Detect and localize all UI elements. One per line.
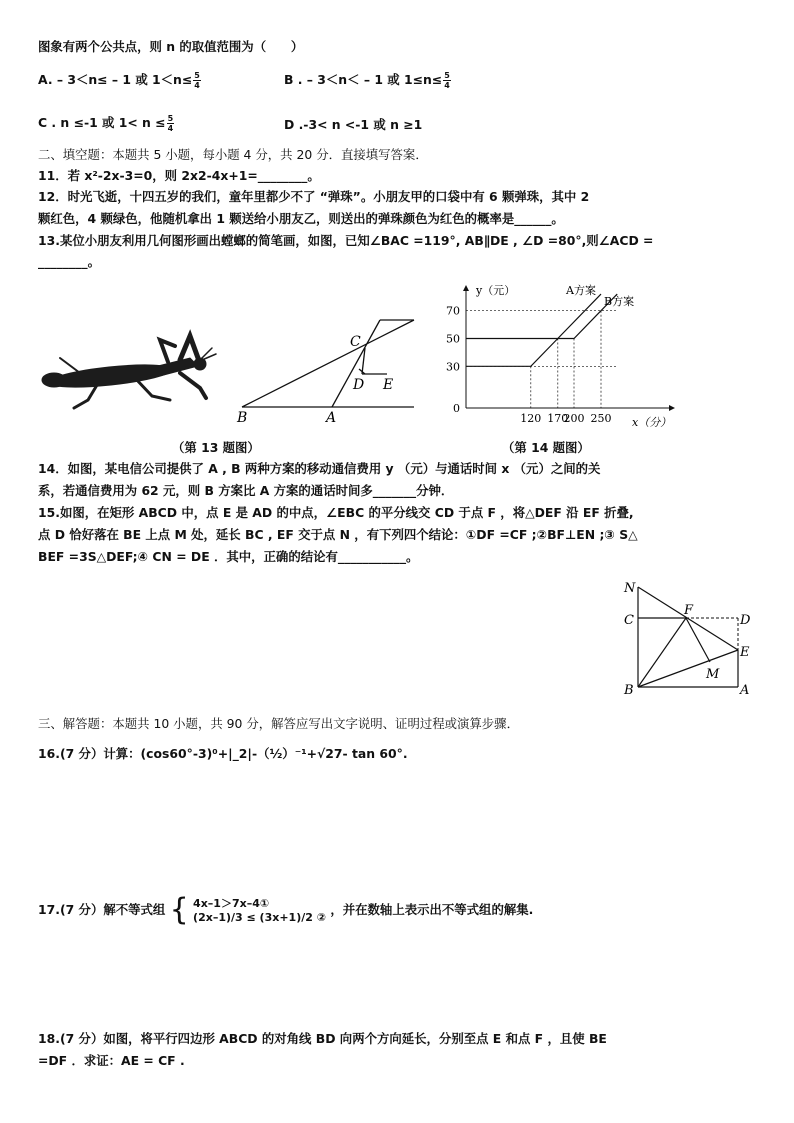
label-n: N bbox=[624, 581, 636, 596]
question-15-line-2: 点 D 恰好落在 BE 上点 M 处，延长 BC , EF 交于点 N ，有下列四个结论：①DF =CF ;②BF⊥EN ;③ S△ bbox=[38, 527, 638, 542]
x-tick-120: 120 bbox=[520, 412, 542, 425]
question-11: 11．若 x²-2x-3=0，则 2x2-4x+1=________。 bbox=[38, 168, 320, 183]
label-d: D bbox=[740, 613, 751, 628]
q10-option-a bbox=[38, 70, 201, 90]
fraction-denominator: 4 bbox=[167, 124, 174, 133]
label-f: F bbox=[684, 603, 694, 618]
label-a: A bbox=[740, 683, 750, 698]
q10-option-b bbox=[284, 70, 451, 90]
y-tick-50: 50 bbox=[446, 332, 460, 346]
figure-14-chart bbox=[436, 278, 686, 433]
figure-13-caption: （第 13 题图） bbox=[172, 440, 260, 455]
series-lines bbox=[466, 294, 617, 366]
option-c-text: C . n ≤-1 或 1< n ≤ bbox=[38, 115, 166, 130]
inequality-system bbox=[193, 897, 326, 925]
question-13-line-1: 13.某位小朋友利用几何图形画出螳螂的简笔画，如图，已知∠BAC =119°, AB∥DE , ∠D =80°,则∠ACD = bbox=[38, 233, 654, 248]
guide-lines bbox=[466, 311, 617, 408]
label-e: E bbox=[383, 377, 394, 393]
inequality-1: 4x–1＞7x–4① bbox=[193, 896, 270, 910]
series-b-label: B方案 bbox=[604, 295, 635, 308]
figure-14-caption: （第 14 题图） bbox=[502, 440, 590, 455]
label-m: M bbox=[706, 667, 720, 682]
question-14-line-2: 系，若通信费用为 62 元，则 B 方案比 A 方案的通话时间多_______分钟． bbox=[38, 483, 454, 498]
question-16: 16.(7 分）计算：(cos60°-3)⁰+|_2|-（½）⁻¹+√27- tan 60°. bbox=[38, 746, 408, 761]
y-tick-30: 30 bbox=[446, 360, 460, 374]
inequality-2: (2x–1)/3 ≤ (3x+1)/2 ② bbox=[193, 910, 327, 924]
y-tick-0: 0 bbox=[453, 402, 460, 415]
option-b-text: B . – 3＜n＜ – 1 或 1≤n≤ bbox=[284, 72, 443, 87]
q17-prefix: 17.(7 分）解不等式组 bbox=[38, 902, 166, 917]
mantis-picture bbox=[40, 318, 220, 418]
line-bf bbox=[638, 618, 686, 687]
section-3-heading: 三、解答题：本题共 10 小题，共 90 分，解答应写出文字说明、证明过程或演算步骤． bbox=[38, 716, 519, 731]
series-a-label: A方案 bbox=[566, 284, 596, 297]
label-c: C bbox=[624, 613, 634, 628]
x-tick-170: 170 bbox=[547, 412, 569, 425]
option-b-fraction bbox=[443, 71, 451, 90]
x-tick-250: 250 bbox=[590, 412, 612, 425]
question-13-line-2: ________。 bbox=[38, 254, 100, 269]
label-b: B bbox=[624, 683, 634, 698]
series-line-a bbox=[466, 294, 601, 366]
q17-suffix: ，并在数轴上表示出不等式组的解集. bbox=[330, 902, 534, 917]
tick-labels bbox=[446, 305, 612, 425]
figure-15-diagram bbox=[618, 572, 758, 700]
y-axis-label: y（元） bbox=[476, 284, 516, 297]
section-2-heading: 二、填空题：本题共 5 小题，每小题 4 分，共 20 分．直接填写答案． bbox=[38, 147, 428, 162]
q10-option-c bbox=[38, 113, 174, 133]
question-15-line-3: BEF =3S△DEF;④ CN = DE ．其中，正确的结论有___________。 bbox=[38, 549, 419, 564]
fraction-denominator: 4 bbox=[194, 81, 200, 90]
option-a-text: A. – 3＜n≤ – 1 或 1＜n≤ bbox=[38, 72, 193, 87]
label-b: B bbox=[237, 410, 248, 426]
question-14-line-1: 14．如图，某电信公司提供了 A , B 两种方案的移动通信费用 y （元）与通话时间 x （元）之间的关 bbox=[38, 461, 601, 476]
fraction-numerator: 5 bbox=[167, 114, 174, 123]
question-15-line-1: 15.如图，在矩形 ABCD 中，点 E 是 AD 的中点，∠EBC 的平分线交 CD 于点 F ，将△DEF 沿 EF 折叠, bbox=[38, 505, 634, 520]
q10-option-d: D .-3< n <-1 或 n ≥1 bbox=[284, 117, 423, 132]
question-12-line-1: 12．时光飞逝，十四五岁的我们，童年里都少不了 “弹珠”。小朋友甲的口袋中有 6 颗弹珠，其中 2 bbox=[38, 189, 590, 204]
figure-13-diagram bbox=[232, 312, 422, 427]
q10-stem-tail: 图象有两个公共点，则 n 的取值范围为（ ） bbox=[38, 39, 304, 54]
question-12-line-2: 颗红色，4 颗绿色，他随机拿出 1 颗送给小朋友乙，则送出的弹珠颜色为红色的概率是______。 bbox=[38, 211, 564, 226]
line-be bbox=[638, 650, 738, 687]
x-tick-200: 200 bbox=[563, 412, 585, 425]
fraction-numerator: 5 bbox=[444, 71, 450, 80]
question-17: 17.(7 分）解不等式组 { 4x–1＞7x–4① (2x–1)/3 ≤ (3x+1)/2 ② ，并在数轴上表示出不等式组的解集. bbox=[38, 892, 534, 928]
label-d: D bbox=[353, 377, 365, 393]
line-bc-extended bbox=[242, 320, 414, 407]
question-18-line-1: 18.(7 分）如图，将平行四边形 ABCD 的对角线 BD 向两个方向延长，分别至点 E 和点 F ，且使 BE bbox=[38, 1031, 607, 1046]
x-axis-label: x（分） bbox=[632, 416, 672, 429]
label-a: A bbox=[326, 410, 337, 426]
option-a-fraction bbox=[193, 71, 201, 90]
y-tick-70: 70 bbox=[446, 304, 460, 318]
label-c: C bbox=[350, 334, 361, 350]
fraction-denominator: 4 bbox=[444, 81, 450, 90]
fraction-numerator: 5 bbox=[194, 71, 200, 80]
label-e: E bbox=[740, 645, 750, 660]
option-c-fraction bbox=[167, 114, 175, 133]
question-18-line-2: =DF ．求证：AE = CF . bbox=[38, 1053, 185, 1068]
